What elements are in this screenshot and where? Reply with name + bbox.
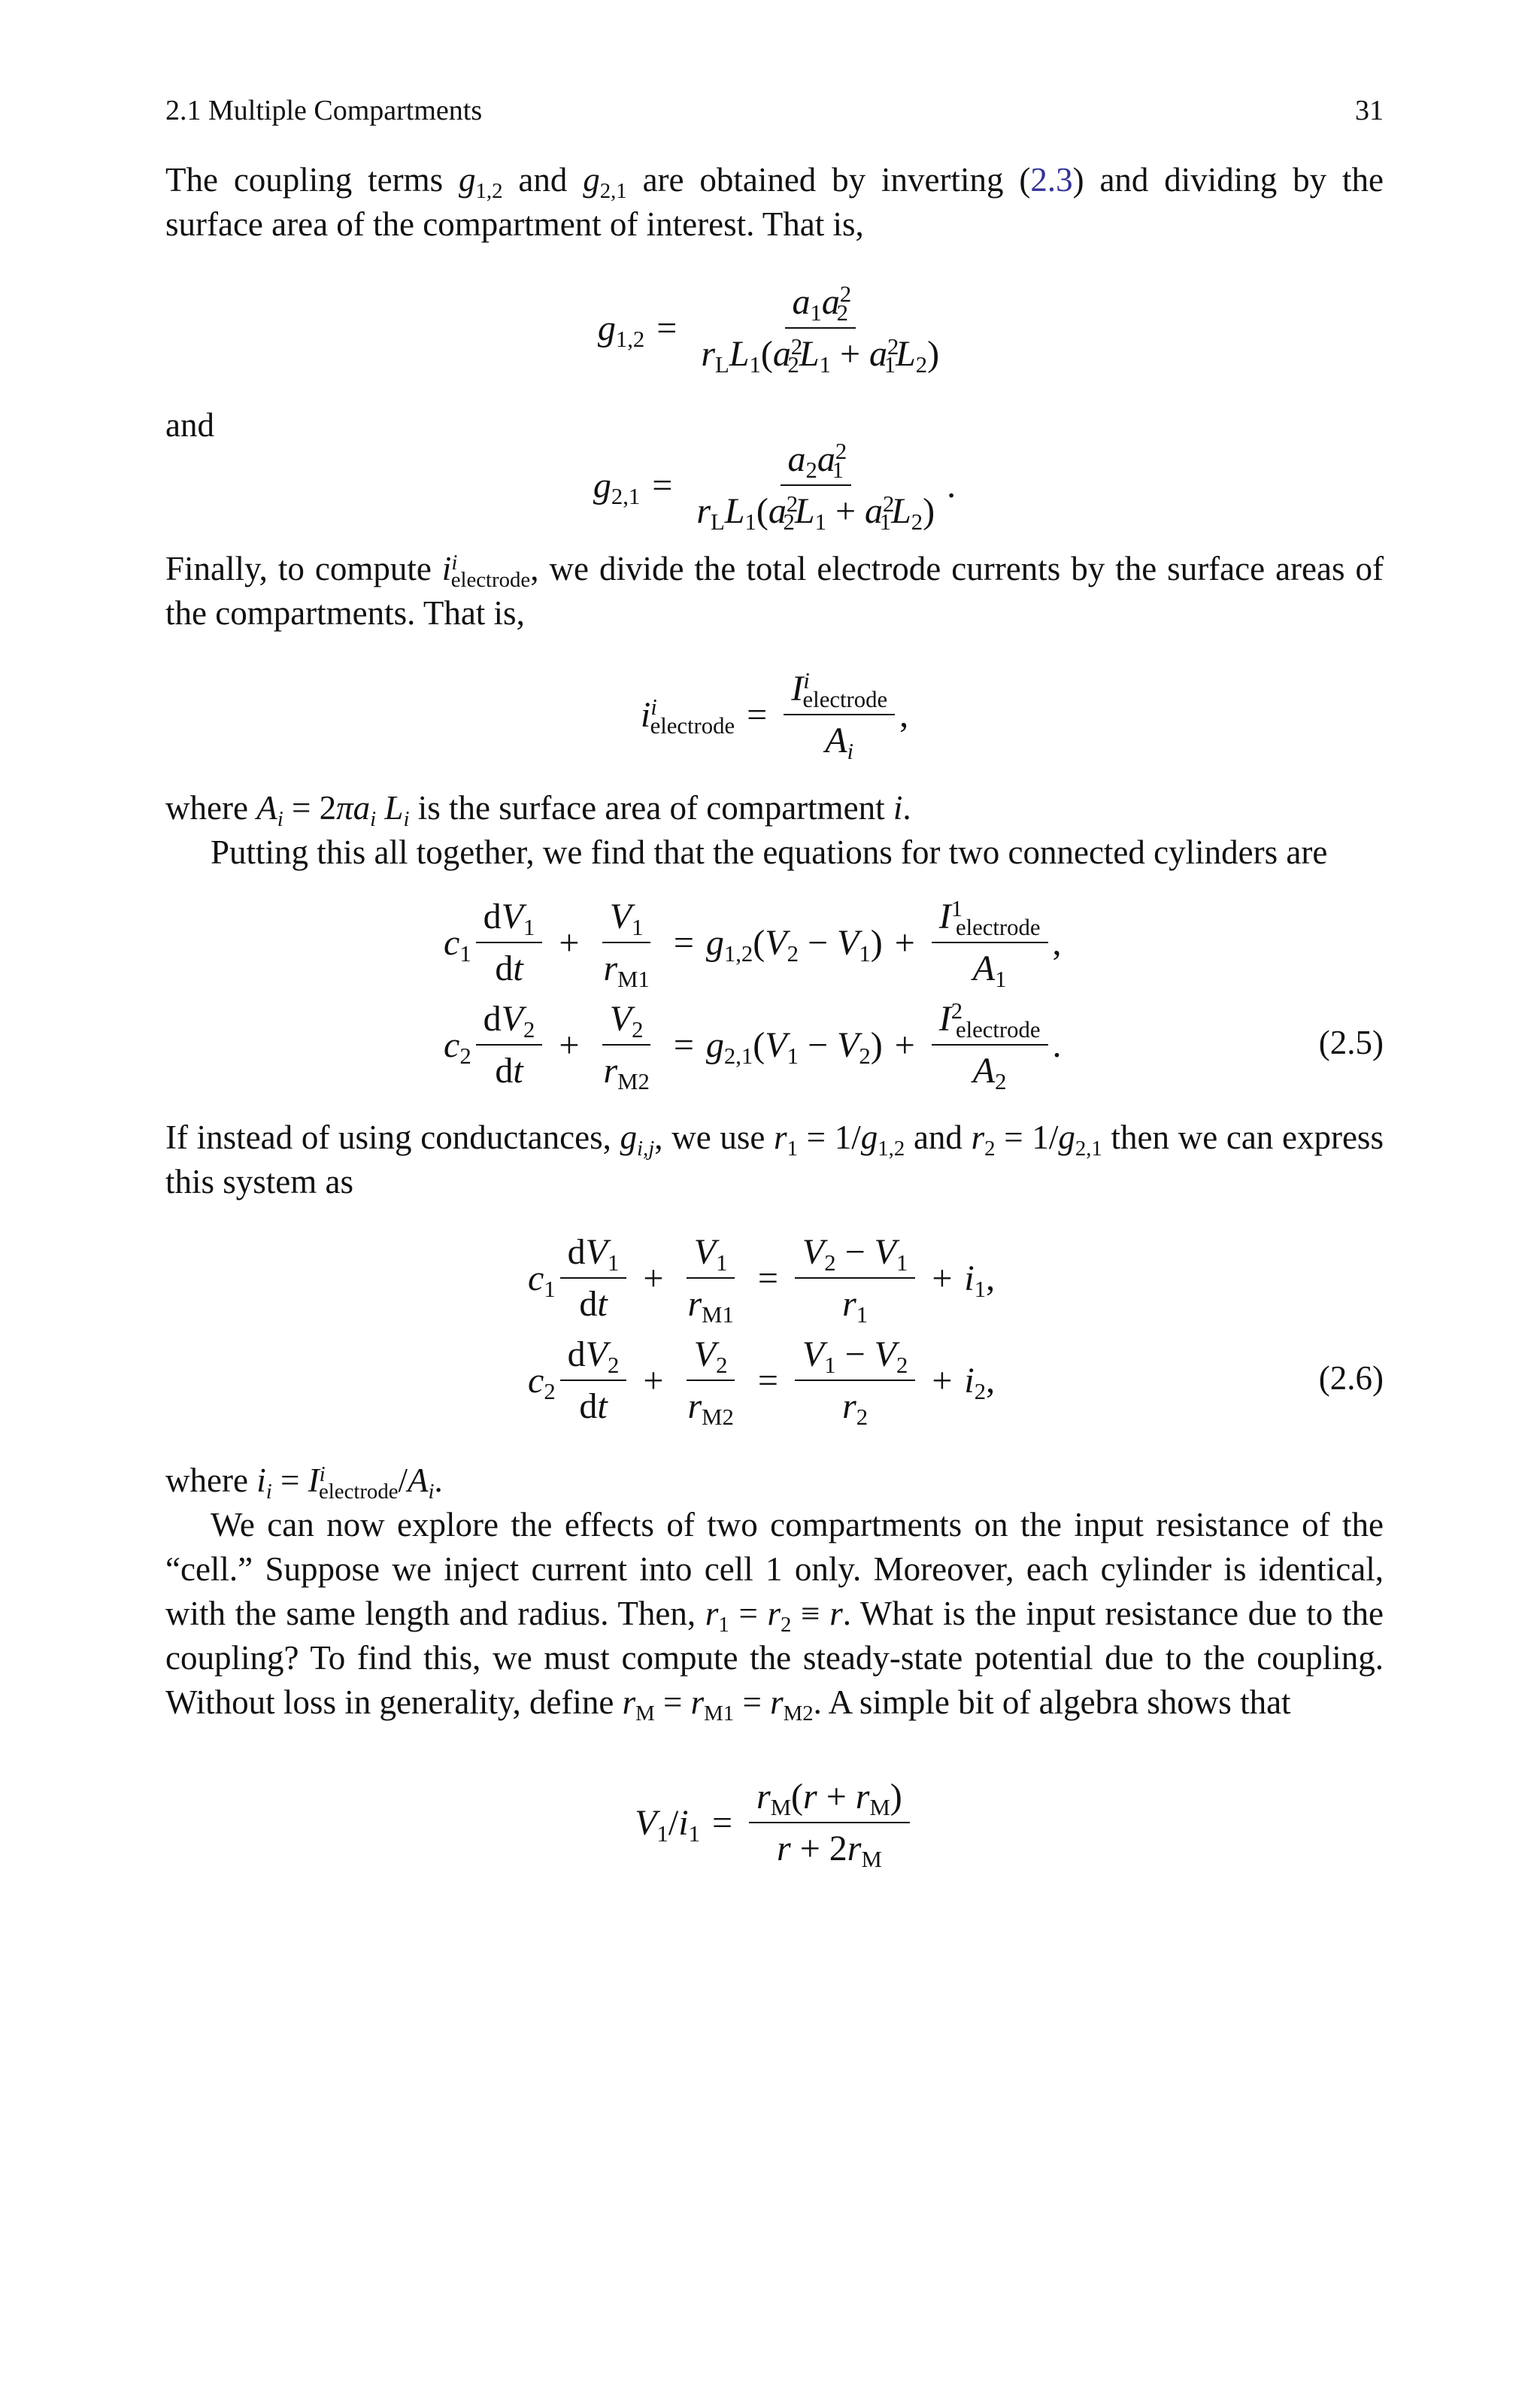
equation-input-resistance: $V_1/i_1$ = $\frac{r_M(r + r_M)}{r + 2r_M}$ — [165, 1747, 1384, 1898]
paragraph-where-i: where $i_i = I^i_{electrode}/A_i$. — [165, 1462, 443, 1504]
equation-2-5 — [165, 891, 1384, 1096]
section-title: 2.1 Multiple Compartments — [165, 95, 483, 126]
equation-2-6 — [165, 1227, 1384, 1431]
equation-2-5-line-1: $c_1$ $\frac{dV_1}{dt}$ + $\frac{V_1}{r_{M1}}$ = $g_{1,2}(V_2 - V_1)$ + $\frac{I^1_{electrode}}{A_1}$ , — [444, 896, 1062, 993]
paragraph-coupling-terms: The coupling terms $g_{1,2}$ and $g_{2,1}$ are obtained by inverting (2.3) and dividing by the surface area of the compartment of interest. That is, — [165, 161, 1384, 243]
paragraph-resistances: If instead of using conductances, $g_{i,j}$, we use $r_1 = 1/g_{1,2}$ and $r_2 = 1/g_{2,1}$ then we can express this system as — [165, 1119, 1384, 1200]
page — [165, 90, 1384, 1898]
equation-2-6-line-2: $c_2$ $\frac{dV_2}{dt}$ + $\frac{V_2}{r_{M2}}$ = $\frac{V_1 - V_2}{r_2}$ + $i_2$, — [528, 1334, 996, 1431]
equation-link-2-3[interactable]: 2.3 — [1030, 161, 1073, 199]
equation-g21: $g_{2,1}$ = $\frac{a_2a^2_1}{r_LL_1(a^2_2L_1 + a^2_1L_2)}$ . — [593, 439, 956, 536]
page-number: 31 — [1355, 95, 1384, 126]
paragraph-input-resistance: We can now explore the effects of two compartments on the input resistance of the “cell.” Suppose we inject current into cell 1 only. Moreover, each cylinder is identical, with the same length and radius. Then, $r_1 = r_2 \equiv r$. What is the input resistance due to the coupling? To find this, we must compute the steady-state potential due to the coupling. Without loss in generality, define $r_M = r_{M1} = r_{M2}$. A simple bit of algebra shows that — [165, 1506, 1384, 1726]
paragraph-electrode-currents: Finally, to compute $i^i_{electrode}$, we divide the total electrode currents by the surface areas of the compartments. That is, — [165, 550, 1384, 632]
equation-i-electrode: $i^i_{electrode}$ = $\frac{I^i_{electrode}}{A_i}$ , — [640, 668, 909, 765]
equation-2-5-line-2: $c_2$ $\frac{dV_2}{dt}$ + $\frac{V_2}{r_{M2}}$ = $g_{2,1}(V_1 - V_2)$ + $\frac{I^2_{electrode}}{A_2}$ . — [444, 998, 1062, 1095]
running-head — [165, 90, 1384, 131]
equation-2-6-line-1: $c_1$ $\frac{dV_1}{dt}$ + $\frac{V_1}{r_{M1}}$ = $\frac{V_2 - V_1}{r_1}$ + $i_1$, — [528, 1231, 996, 1328]
paragraph-surface-area: where $A_i = 2\pi a_i$ $L_i$ is the surface area of compartment i. — [165, 789, 911, 831]
word-and: and — [165, 406, 214, 444]
equation-number-2-5: (2.5) — [1318, 1024, 1384, 1062]
paragraph-putting-together: Putting this all together, we find that the equations for two connected cylinders are — [211, 833, 1328, 871]
equation-g12: $g_{1,2}$ = $\frac{a_1a^2_2}{r_LL_1(a^2_2L_1 + a^2_1L_2)}$ — [597, 281, 940, 378]
equation-number-2-6: (2.6) — [1318, 1359, 1384, 1398]
